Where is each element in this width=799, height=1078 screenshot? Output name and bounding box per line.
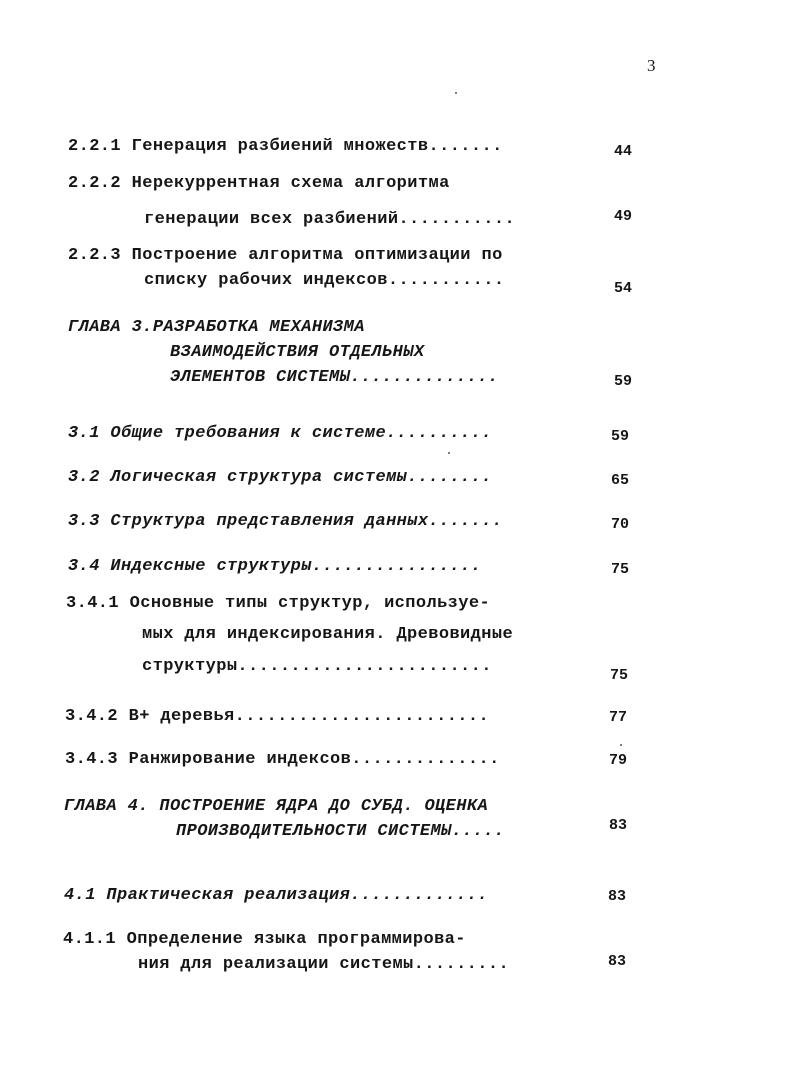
toc-page: 44 xyxy=(614,143,633,160)
toc-leader: ......... xyxy=(413,955,510,974)
toc-leader: ........................ xyxy=(234,707,490,726)
toc-number: 3.4 xyxy=(68,557,100,576)
toc-title: Логическая структура системы xyxy=(110,468,408,487)
toc-leader: ................ xyxy=(311,557,482,576)
toc-leader: ..... xyxy=(451,822,505,841)
toc-leader: ........... xyxy=(398,210,516,229)
toc-title: Структура представления данных xyxy=(110,512,429,531)
toc-title-line1: Определение языка программирова- xyxy=(126,930,466,949)
toc-page: 83 xyxy=(608,953,627,970)
toc-number: 2.2.2 xyxy=(68,174,122,193)
toc-title-line2: списку рабочих индексов xyxy=(144,271,388,290)
toc-title-line2: ния для реализации системы xyxy=(138,955,414,974)
chapter-heading-line1: ГЛАВА 4. ПОСТРОЕНИЕ ЯДРА ДО СУБД. ОЦЕНКА xyxy=(64,797,489,816)
toc-number: 3.4.3 xyxy=(65,750,119,769)
toc-page: 70 xyxy=(611,516,630,533)
toc-page: 75 xyxy=(611,561,630,578)
toc-number: 4.1 xyxy=(64,886,96,905)
scan-speck xyxy=(455,92,457,94)
toc-leader: ....... xyxy=(428,137,503,156)
toc-number: 2.2.3 xyxy=(68,246,122,265)
toc-title: Ранжирование индексов xyxy=(128,750,352,769)
toc-number: 3.3 xyxy=(68,512,100,531)
toc-page: 59 xyxy=(614,373,633,390)
toc-number: 3.2 xyxy=(68,468,100,487)
toc-leader: ........................ xyxy=(237,657,492,676)
toc-title: B+ деревья xyxy=(128,707,235,726)
toc-title: Общие требования к системе xyxy=(110,424,387,443)
toc-title-line2: генерации всех разбиений xyxy=(144,210,399,229)
toc-title-line1: Построение алгоритма оптимизации по xyxy=(131,246,503,265)
toc-leader: ........ xyxy=(407,468,493,487)
toc-page: 83 xyxy=(608,888,627,905)
toc-leader: ....... xyxy=(428,512,503,531)
scan-speck xyxy=(448,452,450,454)
toc-leader: .......... xyxy=(386,424,493,443)
toc-page: 79 xyxy=(609,752,628,769)
toc-page: 59 xyxy=(611,428,630,445)
toc-title-line2: мых для индексирования. Древовидные xyxy=(142,625,514,644)
toc-page: 75 xyxy=(610,667,629,684)
toc-leader: .............. xyxy=(351,750,500,769)
toc-number: 4.1.1 xyxy=(63,930,117,949)
toc-page: 54 xyxy=(614,280,633,297)
toc-number: 3.1 xyxy=(68,424,100,443)
toc-number: 3.4.2 xyxy=(65,707,119,726)
chapter-heading-line2: ВЗАИМОДЕЙСТВИЯ ОТДЕЛЬНЫХ xyxy=(170,343,425,362)
toc-title-line3: структуры xyxy=(142,657,238,676)
toc-leader: .............. xyxy=(350,368,499,387)
toc-page: 49 xyxy=(614,208,633,225)
scan-speck xyxy=(620,744,622,746)
chapter-heading-line2: ПРОИЗВОДИТЕЛЬНОСТИ СИСТЕМЫ xyxy=(176,822,452,841)
page-number: 3 xyxy=(647,56,656,75)
chapter-heading-line3: ЭЛЕМЕНТОВ СИСТЕМЫ xyxy=(170,368,351,387)
toc-leader: ............. xyxy=(350,886,489,905)
toc-title: Генерация разбиений множеств xyxy=(131,137,429,156)
toc-title: Практическая реализация xyxy=(106,886,351,905)
toc-number: 2.2.1 xyxy=(68,137,122,156)
toc-title-line1: Основные типы структур, используе- xyxy=(129,594,491,613)
toc-title: Индексные структуры xyxy=(110,557,312,576)
toc-page: 83 xyxy=(609,817,628,834)
chapter-heading-line1: ГЛАВА 3.РАЗРАБОТКА МЕХАНИЗМА xyxy=(68,318,365,337)
toc-number: 3.4.1 xyxy=(66,594,120,613)
toc-leader: ........... xyxy=(387,271,505,290)
toc-page: 65 xyxy=(611,472,630,489)
toc-page: 77 xyxy=(609,709,628,726)
toc-title-line1: Нерекуррентная схема алгоритма xyxy=(131,174,450,193)
